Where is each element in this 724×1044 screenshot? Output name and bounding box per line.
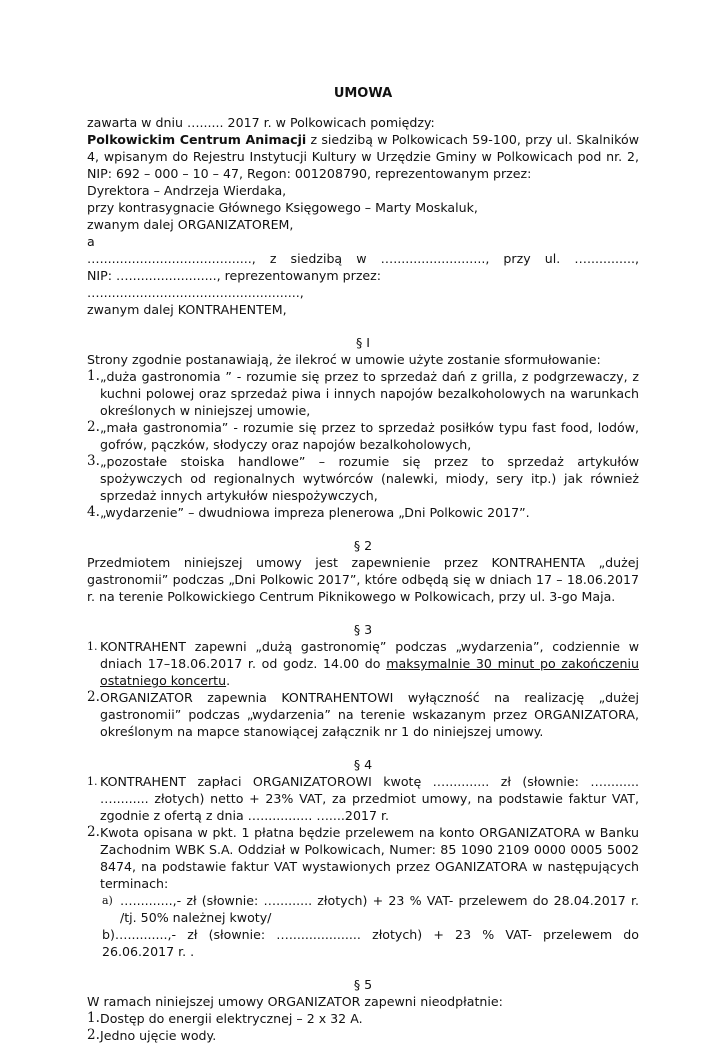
- section-1-item: [87, 368, 639, 419]
- item-number: 1.: [87, 640, 98, 653]
- item-text: „wydarzenie” – dwudniowa impreza plenerowa „Dni Polkowic 2017”.: [100, 505, 530, 520]
- item-number: 2.: [87, 419, 100, 435]
- section-3-item: [87, 689, 639, 740]
- section-5-lead: W ramach niniejszej umowy ORGANIZATOR zapewni nieodpłatnie:: [87, 994, 503, 1009]
- item-text: „duża gastronomia ” - rozumie się przez to sprzedaż dań z grilla, z podgrzewaczy, z kuchni polowej oraz sprzedaż piwa i innych napojów bezalkoholowych na warunkach określonych w niniejszej umowie,: [100, 369, 639, 418]
- section-3-item: [87, 638, 639, 689]
- section-1-item: [87, 419, 639, 453]
- intro-date-line: zawarta w dniu …...... 2017 r. w Polkowicach pomiędzy:: [87, 115, 435, 130]
- organizer-representative: Dyrektora – Andrzeja Wierdaka,: [87, 183, 287, 198]
- organizer-name: Polkowickim Centrum Animacji: [87, 132, 307, 147]
- contractor-line-2: NIP: …......................, reprezentowanym przez:: [87, 268, 382, 283]
- contract-page: [87, 85, 639, 1044]
- section-5-item: [87, 1010, 639, 1027]
- section-4-item: [87, 773, 639, 824]
- section-3-heading: § 3: [353, 622, 373, 637]
- item-number: 1.: [87, 775, 98, 788]
- section-5-heading: § 5: [353, 977, 373, 992]
- item-text: KONTRAHENT zapłaci ORGANIZATOROWI kwotę …........... zł (słownie: …......... …......... złotych) netto + 23% VAT, za przedmiot umowy, na podstawie faktur VAT, zgodnie z ofertą z dnia …............. …....2017 r.: [100, 774, 639, 823]
- sub-item-letter: a): [102, 894, 113, 907]
- conjunction-a: a: [87, 234, 95, 249]
- payment-term-a: [102, 892, 639, 926]
- document-title: UMOWA: [333, 86, 393, 101]
- item-text-start: KONTRAHENT zapewni „dużą gastronomię” podczas „wydarzenia”, codziennie w dniach 17–18.06.2017 r. od godz. 14.00 do: [100, 639, 639, 671]
- underlined-term: maksymalnie 30 minut po zakończeniu ostatniego koncertu: [100, 656, 639, 688]
- section-4-heading: § 4: [353, 757, 373, 772]
- section-1-item: [87, 453, 639, 504]
- item-text-end: .: [226, 673, 231, 688]
- contractor-line-1: …......................................, z siedzibą w …......................., przy ul. …............,: [87, 251, 639, 266]
- section-2-text: Przedmiotem niniejszej umowy jest zapewnienie przez KONTRAHENTA „dużej gastronomii” podczas „Dni Polkowic 2017”, które odbędą się w dniach 17 – 18.06.2017 r. na terenie Polkowickiego Centrum Piknikowego w Polkowicach, przy ul. 3-go Maja.: [87, 555, 639, 604]
- contractor-line-3: …..................................................,: [87, 285, 304, 300]
- item-text: Dostęp do energii elektrycznej – 2 x 32 A.: [100, 1011, 363, 1026]
- section-1-heading: § I: [355, 335, 370, 350]
- sub-item-text: …..........,- zł (słownie: …......... złotych) + 23 % VAT- przelewem do 28.04.2017 r. /tj. 50% należnej kwoty/: [120, 893, 639, 925]
- item-number: 1.: [87, 368, 100, 384]
- item-text: [100, 638, 639, 689]
- section-1-item: [87, 504, 639, 521]
- section-2-heading: § 2: [353, 538, 373, 553]
- intro-organizer-paragraph: [87, 131, 639, 182]
- item-text: Kwota opisana w pkt. 1 płatna będzie przelewem na konto ORGANIZATORA w Banku Zachodnim WBK S.A. Oddział w Polkowicach, Numer: 85 1090 2109 0000 0005 5002 8474, na podstawie faktur VAT wystawionych przez OGANIZATORA w następujących terminach:: [100, 825, 639, 891]
- organizer-called: zwanym dalej ORGANIZATOREM,: [87, 217, 294, 232]
- item-number: 1.: [87, 1010, 100, 1026]
- item-number: 2.: [87, 689, 100, 705]
- organizer-countersign: przy kontrasygnacie Głównego Księgowego – Marty Moskaluk,: [87, 200, 478, 215]
- organizer-description: z siedzibą w Polkowicach 59-100, przy ul. Skalników 4, wpisanym do Rejestru Instytucji Kultury w Urzędzie Gminy w Polkowicach pod nr. 2, NIP: 692 – 000 – 10 – 47, Regon: 001208790, reprezentowanym przez:: [87, 132, 639, 181]
- section-5-item: [87, 1027, 639, 1044]
- section-1-lead: Strony zgodnie postanawiają, że ilekroć w umowie użyte zostanie sformułowanie:: [87, 352, 601, 367]
- section-4-item: [87, 824, 639, 892]
- item-number: 2.: [87, 1027, 100, 1043]
- item-text: ORGANIZATOR zapewnia KONTRAHENTOWI wyłączność na realizację „dużej gastronomii” podczas „wydarzenia” na terenie wskazanym przez ORGANIZATORA, określonym na mapce stanowiącej załącznik nr 1 do niniejszej umowy.: [100, 690, 639, 739]
- contractor-called: zwanym dalej KONTRAHENTEM,: [87, 302, 287, 317]
- item-number: 3.: [87, 453, 100, 469]
- item-number: 2.: [87, 824, 100, 840]
- payment-term-b: b)…..........,- zł (słownie: ….................. złotych) + 23 % VAT- przelewem do 26.06.2017 r. .: [102, 927, 639, 959]
- item-text: Jedno ujęcie wody.: [100, 1028, 217, 1043]
- item-text: „pozostałe stoiska handlowe” – rozumie się przez to sprzedaż artykułów spożywczych od regionalnych wytwórców (nalewki, miody, sery itp.) jak również sprzedaż innych artykułów niespożywczych,: [100, 454, 639, 503]
- item-number: 4.: [87, 504, 100, 520]
- item-text: „mała gastronomia” - rozumie się przez to sprzedaż posiłków typu fast food, lodów, gofrów, pączków, słodyczy oraz napojów bezalkoholowych,: [100, 420, 639, 452]
